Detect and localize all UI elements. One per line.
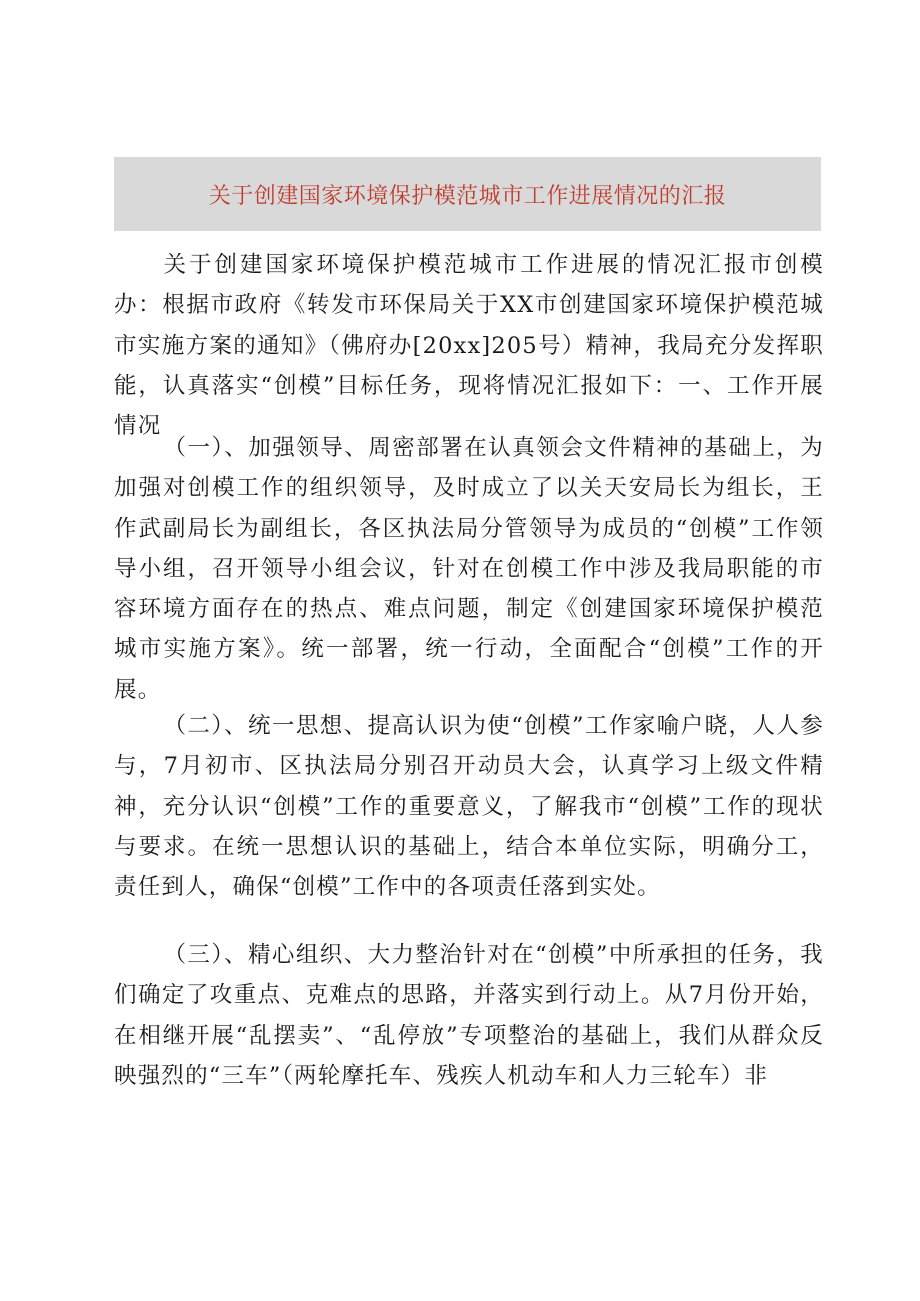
paragraph-section-1: （一）、加强领导、周密部署在认真领会文件精神的基础上，为加强对创模工作的组织领导，及时成立了以关天安局长为组长，王作武副局长为副组长，各区执法局分管领导为成员的“创模”工作领导小组，召开领导小组会议，针对在创模工作中涉及我局职能的市容环境方面存在的热点、难点问题，制定《创建国家环境保护模范城市实施方案》。统一部署，统一行动，全面配合“创模”工作的开展。 xyxy=(114,435,824,703)
paragraph-section-3: （三）、精心组织、大力整治针对在“创模”中所承担的任务，我们确定了攻重点、克难点的思路，并落实到行动上。从7月份开始，在相继开展“乱摆卖”、“乱停放”专项整治的基础上，我们从群众反映强烈的“三车”（两轮摩托车、残疾人机动车和人力三轮车）非 xyxy=(114,942,824,1089)
paragraph-section-2: （二）、统一思想、提高认识为使“创模”工作家喻户晓，人人参与，7月初市、区执法局分别召开动员大会，认真学习上级文件精神，充分认识“创模”工作的重要意义，了解我市“创模”工作的现状与要求。在统一思想认识的基础上，结合本单位实际，明确分工，责任到人，确保“创模”工作中的各项责任落到实处。 xyxy=(114,713,824,901)
title-banner xyxy=(114,157,821,231)
document-title: 关于创建国家环境保护模范城市工作进展情况的汇报 xyxy=(208,183,727,209)
paragraph-intro: 关于创建国家环境保护模范城市工作进展的情况汇报市创模办：根据市政府《转发市环保局关于XX市创建国家环境保护模范城市实施方案的通知》（佛府办[20xx]205号）精神，我局充分发挥职能，认真落实“创模”目标任务，现将情况汇报如下：一、工作开展情况 xyxy=(114,252,824,440)
